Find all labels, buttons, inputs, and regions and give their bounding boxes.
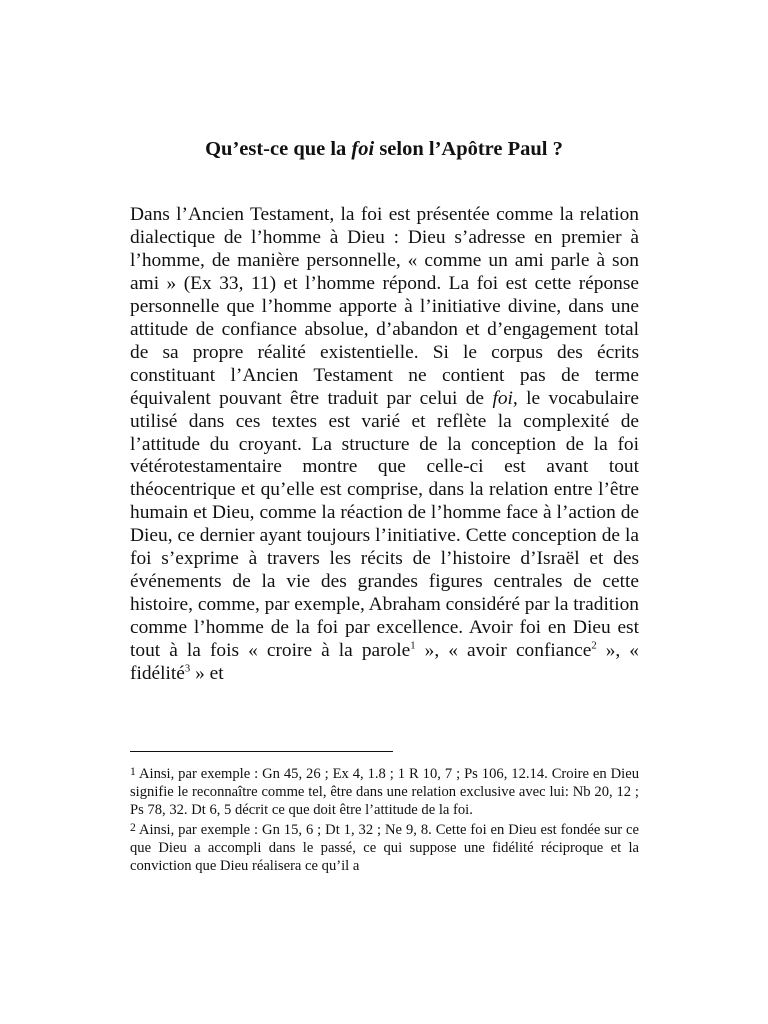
footnote-2 <box>130 822 639 875</box>
footnote-number: 1 <box>130 765 136 778</box>
paragraph-text-part1: Dans l’Ancien Testament, la foi est présentée comme la relation dialectique de l’homme à Dieu : Dieu s’adresse en premier à l’homme, de manière personnelle, « comme un ami parle à son ami » (Ex 33, 11) et l’homme répond. La foi est cette réponse personnelle que l’homme apporte à l’initiative divine, dans une attitude de confiance absolue, d’abandon et d’engagement total de sa propre réalité existentielle. Si le corpus des écrits constituant l’Ancien Testament ne contient pas de terme équivalent pouvant être traduit par celui de <box>130 204 639 409</box>
title-text-after: selon l’Apôtre Paul ? <box>374 137 563 160</box>
footnote-separator <box>130 751 393 752</box>
title-emphasis: foi <box>351 137 375 160</box>
paragraph-text-part3: », « avoir confiance <box>415 640 592 662</box>
paragraph-emphasis-foi: foi, <box>492 387 518 409</box>
footnote-ref-3[interactable]: 3 <box>184 662 191 675</box>
page-title <box>0 135 768 163</box>
footnote-number: 2 <box>130 821 136 835</box>
footnote-text: Ainsi, par exemple : Gn 45, 26 ; Ex 4, 1.8 ; 1 R 10, 7 ; Ps 106, 12.14. Croire en Dieu signifie le reconnaître comme tel, être dans une relation exclusive avec lui: Nb 20, 12 ; Ps 78, 32. Dt 6, 5 décrit ce que doit être l’attitude de la foi. <box>130 766 639 818</box>
footnote-ref-1[interactable]: 1 <box>410 639 416 652</box>
paragraph-text-part4: », « fidélité <box>130 640 640 685</box>
footnote-ref-2[interactable]: 2 <box>591 639 597 652</box>
footnote-text: Ainsi, par exemple : Gn 15, 6 ; Dt 1, 32 ; Ne 9, 8. Cette foi en Dieu est fondée sur ce que Dieu a accompli dans le passé, ce qui suppose une fidélité réciproque et la conviction que Dieu réalisera ce qu’il a <box>130 822 639 874</box>
footnote-1 <box>130 766 639 819</box>
paragraph-text-part2: le vocabulaire utilisé dans ces textes est varié et reflète la complexité de l’attitude du croyant. La structure de la conception de la foi vétérotestamentaire montre que celle-ci est avant tout théocentrique et qu’elle est comprise, dans la relation entre l’être humain et Dieu, comme la réaction de l’homme face à l’action de Dieu, ce dernier ayant toujours l’initiative. Cette conception de la foi s’exprime à travers les récits de l’histoire d’Israël et des événements de la vie des grandes figures centrales de cette histoire, comme, par exemple, Abraham considéré par la tradition comme l’homme de la foi par excellence. Avoir foi en Dieu est tout à la fois « croire à la parole <box>130 387 639 662</box>
body-text <box>130 204 639 686</box>
paragraph-text-part5: » et <box>190 663 224 685</box>
body-paragraph <box>130 204 639 686</box>
title-text-before: Qu’est-ce que la <box>205 137 352 160</box>
footnotes <box>130 766 639 879</box>
